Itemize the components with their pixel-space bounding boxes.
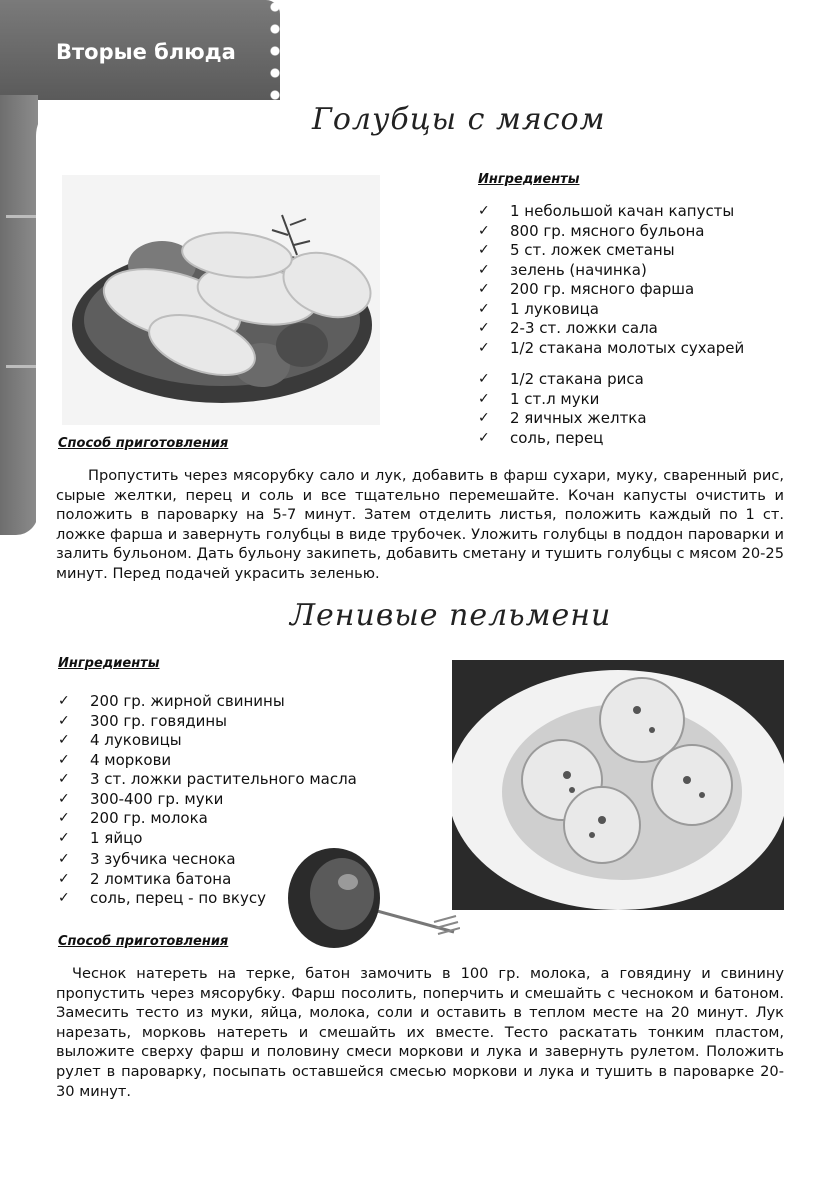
check-icon: ✓ [58, 712, 70, 729]
check-icon: ✓ [478, 339, 490, 356]
method-text: Чеснок натереть на терке, батон замочить в 100 гр. молока, а говядину и свинину пропустить через мясорубку. Фарш посолить, поперчить и смешайть с чесноком и батоном. Замесить тесто из муки, яйца, молока, соли и оставить в теплом месте на 20 минут. Лук нарезать, морковь натереть и смешайть их вместе. Тесто раскатать тонким пластом, выложите сверху фарш и половину смеси моркови и лука и завернуть рулетом. Положить рулет в пароварку, посыпать оставшейся смесью моркови и лука и тушить в пароварке 20-30 минут. [56, 965, 784, 1100]
list-item: ✓ 1 ст.л муки [478, 389, 600, 408]
list-item: ✓ 3 зубчика чеснока [58, 850, 236, 868]
check-icon: ✓ [478, 222, 490, 239]
lazy-dumplings-photo [452, 660, 784, 910]
ingredients-list [58, 692, 357, 848]
ingredients-list-continued [478, 370, 647, 448]
list-item: ✓ 200 гр. мясного фарша [478, 280, 695, 298]
method-text: Пропустить через мясорубку сало и лук, добавить в фарш сухари, муку, сваренный рис, сырые желтки, перец и соль и все тщательно перемешайте. Кочан капусты очистить и положить в пароварку на 5-7 минут. Затем отделить листья, положить каждый по 1 ст. ложке фарша и завернуть голубцы в виде трубочек. Уложить голубцы в поддон пароварки и залить бульоном. Дать бульону закипеть, добавить сметану и тушить голубцы с мясом 20-25 минут. Перед подачей украсить зеленью. [56, 467, 784, 582]
list-item: ✓ 1 небольшой качан капусты [478, 202, 735, 220]
check-icon: ✓ [478, 281, 490, 297]
check-icon: ✓ [58, 851, 70, 867]
check-icon: ✓ [58, 870, 70, 887]
check-icon: ✓ [478, 371, 490, 387]
check-icon: ✓ [478, 429, 490, 446]
check-icon: ✓ [478, 203, 490, 219]
check-icon: ✓ [478, 320, 490, 336]
check-icon: ✓ [478, 300, 490, 317]
tomato-fork-illustration [284, 842, 460, 954]
side-strip [0, 95, 38, 535]
check-icon: ✓ [58, 732, 70, 748]
check-icon: ✓ [58, 771, 70, 787]
list-item: ✓ 300-400 гр. муки [58, 789, 224, 808]
list-item: ✓ 4 луковицы [58, 731, 182, 749]
section-title: Вторые блюда [56, 40, 236, 64]
list-item: ✓ 4 моркови [58, 750, 172, 769]
list-item: ✓ 1/2 стакана риса [478, 370, 644, 388]
list-item: ✓ 1 яйцо [58, 828, 143, 847]
check-icon: ✓ [478, 390, 490, 407]
list-item: ✓ соль, перец - по вкусу [58, 889, 266, 907]
check-icon: ✓ [58, 790, 70, 807]
check-icon: ✓ [58, 693, 70, 709]
strip-divider [6, 365, 36, 368]
ingredients-list-continued [58, 850, 266, 909]
check-icon: ✓ [478, 242, 490, 258]
list-item: ✓ 2-3 ст. ложки сала [478, 319, 658, 337]
ingredients-label: Ингредиенты [58, 656, 160, 671]
strip-divider [6, 215, 36, 218]
check-icon: ✓ [58, 890, 70, 906]
list-item: ✓ 2 ломтика батона [58, 869, 232, 888]
check-icon: ✓ [58, 751, 70, 768]
recipe-title: Голубцы с мясом [312, 102, 606, 137]
tab-perforation [268, 0, 282, 100]
list-item: ✓ соль, перец [478, 428, 604, 447]
list-item: ✓ 200 гр. жирной свинины [58, 692, 285, 710]
list-item: ✓ 5 ст. ложек сметаны [478, 241, 675, 259]
list-item: ✓ 1/2 стакана молотых сухарей [478, 338, 745, 357]
recipe-title: Ленивые пельмени [290, 598, 612, 633]
check-icon: ✓ [478, 410, 490, 426]
list-item: ✓ 200 гр. молока [58, 809, 208, 827]
list-item: ✓ 3 ст. ложки растительного масла [58, 770, 357, 788]
list-item: ✓ 800 гр. мясного бульона [478, 221, 705, 240]
check-icon: ✓ [58, 810, 70, 826]
ingredients-label: Ингредиенты [478, 172, 580, 187]
list-item: ✓ 2 яичных желтка [478, 409, 647, 427]
method-label: Способ приготовления [58, 934, 229, 949]
method-label: Способ приготовления [58, 436, 229, 451]
list-item: ✓ 1 луковица [478, 299, 600, 318]
cabbage-rolls-photo [62, 175, 380, 425]
check-icon: ✓ [478, 261, 490, 278]
list-item: ✓ 300 гр. говядины [58, 711, 228, 730]
list-item: ✓ зелень (начинка) [478, 260, 647, 279]
check-icon: ✓ [58, 829, 70, 846]
section-header-tab [0, 0, 280, 100]
ingredients-list [478, 202, 744, 358]
